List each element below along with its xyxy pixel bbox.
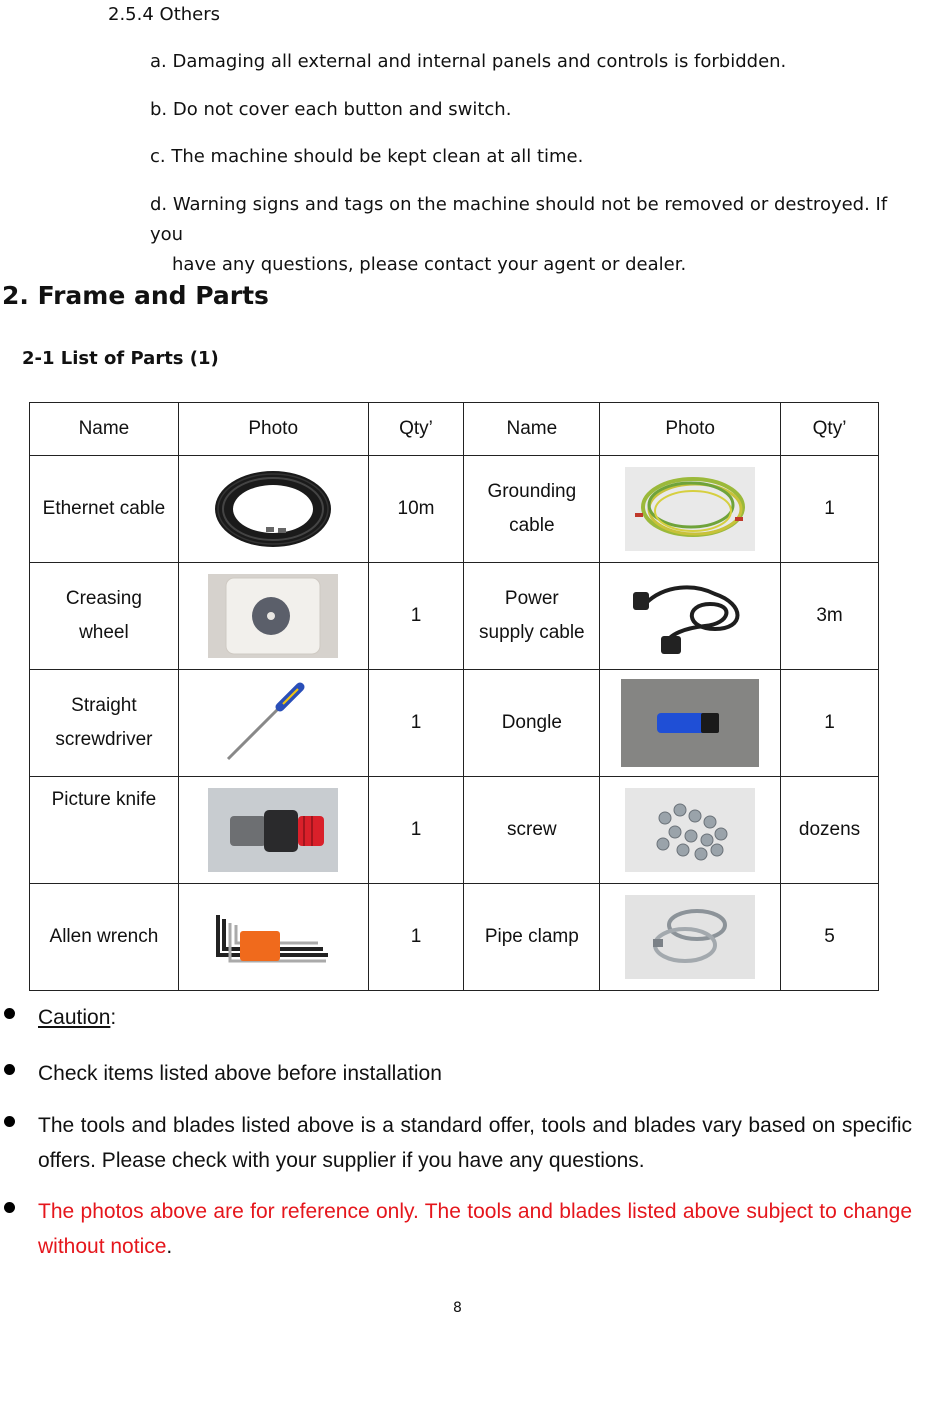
- list-item: [0, 1056, 912, 1091]
- part-name: Grounding cable: [464, 456, 600, 563]
- part-name: Pipe clamp: [464, 884, 600, 991]
- part-photo: [600, 456, 781, 563]
- knife-holder-icon: [208, 788, 338, 872]
- part-name: Creasing wheel: [30, 563, 179, 670]
- rule-b: b. Do not cover each button and switch.: [150, 99, 512, 120]
- list-item: Caution:: [0, 1000, 912, 1035]
- note-text: The tools and blades listed above is a standard offer, tools and blades vary based on specific offers. Please check with your supplier if you have any questions.: [38, 1114, 912, 1172]
- part-qty: 1: [368, 777, 464, 884]
- power-cord-icon: [625, 574, 755, 658]
- part-name: Ethernet cable: [30, 456, 179, 563]
- part-qty: dozens: [781, 777, 879, 884]
- header-qty: Qty’: [781, 403, 879, 456]
- part-photo: [178, 563, 368, 670]
- header-name: Name: [464, 403, 600, 456]
- rule-d-line2: have any questions, please contact your agent or dealer.: [172, 254, 687, 275]
- part-qty: 10m: [368, 456, 464, 563]
- bullet-icon: [4, 1202, 15, 1213]
- part-qty: 1: [368, 563, 464, 670]
- part-qty: 1: [368, 670, 464, 777]
- part-name: Dongle: [464, 670, 600, 777]
- creasing-wheel-icon: [208, 574, 338, 658]
- part-qty: 1: [368, 884, 464, 991]
- part-qty: 5: [781, 884, 879, 991]
- header-qty: Qty’: [368, 403, 464, 456]
- screwdriver-icon: [208, 681, 338, 765]
- note-text: Check items listed above before installation: [38, 1062, 442, 1085]
- parts-table: [29, 402, 879, 991]
- rule-d: [150, 190, 910, 280]
- table-row: [30, 563, 879, 670]
- pipe-clamps-icon: [625, 895, 755, 979]
- part-qty: 1: [781, 456, 879, 563]
- part-qty: 3m: [781, 563, 879, 670]
- part-qty: 1: [781, 670, 879, 777]
- section-subheading: 2.5.4 Others: [108, 4, 221, 25]
- usb-dongle-icon: [621, 679, 759, 767]
- list-item: The photos above are for reference only. The tools and blades listed above subject to change without notice.: [0, 1194, 912, 1264]
- part-name: Straight screwdriver: [30, 670, 179, 777]
- screws-pile-icon: [625, 788, 755, 872]
- header-name: Name: [30, 403, 179, 456]
- page-heading: 2. Frame and Parts: [2, 281, 269, 310]
- part-name: Allen wrench: [30, 884, 179, 991]
- part-photo: [178, 884, 368, 991]
- part-name: Power supply cable: [464, 563, 600, 670]
- part-photo: [178, 777, 368, 884]
- rule-c: c. The machine should be kept clean at all time.: [150, 146, 584, 167]
- warning-text: The photos above are for reference only. The tools and blades listed above subject to change without notice: [38, 1200, 912, 1258]
- table-row: [30, 456, 879, 563]
- caution-label: Caution: [38, 1006, 111, 1029]
- bullet-icon: [4, 1008, 15, 1019]
- coiled-yellow-green-cable-icon: [625, 467, 755, 551]
- bullet-icon: [4, 1064, 15, 1075]
- part-photo: [600, 884, 781, 991]
- part-photo: [178, 670, 368, 777]
- part-photo: [178, 456, 368, 563]
- bullet-icon: [4, 1116, 15, 1127]
- rule-a: a. Damaging all external and internal panels and controls is forbidden.: [150, 51, 787, 72]
- part-photo: [600, 563, 781, 670]
- rule-d-line1: d. Warning signs and tags on the machine should not be removed or destroyed. If you: [150, 194, 888, 245]
- table-row: [30, 670, 879, 777]
- list-heading: 2-1 List of Parts (1): [22, 348, 219, 369]
- table-header-row: [30, 403, 879, 456]
- header-photo: Photo: [600, 403, 781, 456]
- list-item: [0, 1108, 912, 1178]
- header-photo: Photo: [178, 403, 368, 456]
- part-photo: [600, 670, 781, 777]
- part-name: screw: [464, 777, 600, 884]
- part-name: Picture knife: [30, 777, 179, 884]
- table-row: [30, 884, 879, 991]
- table-row: [30, 777, 879, 884]
- page-number: 8: [453, 1300, 462, 1316]
- part-photo: [600, 777, 781, 884]
- allen-wrench-set-icon: [208, 895, 338, 979]
- coiled-black-cable-icon: [208, 467, 338, 551]
